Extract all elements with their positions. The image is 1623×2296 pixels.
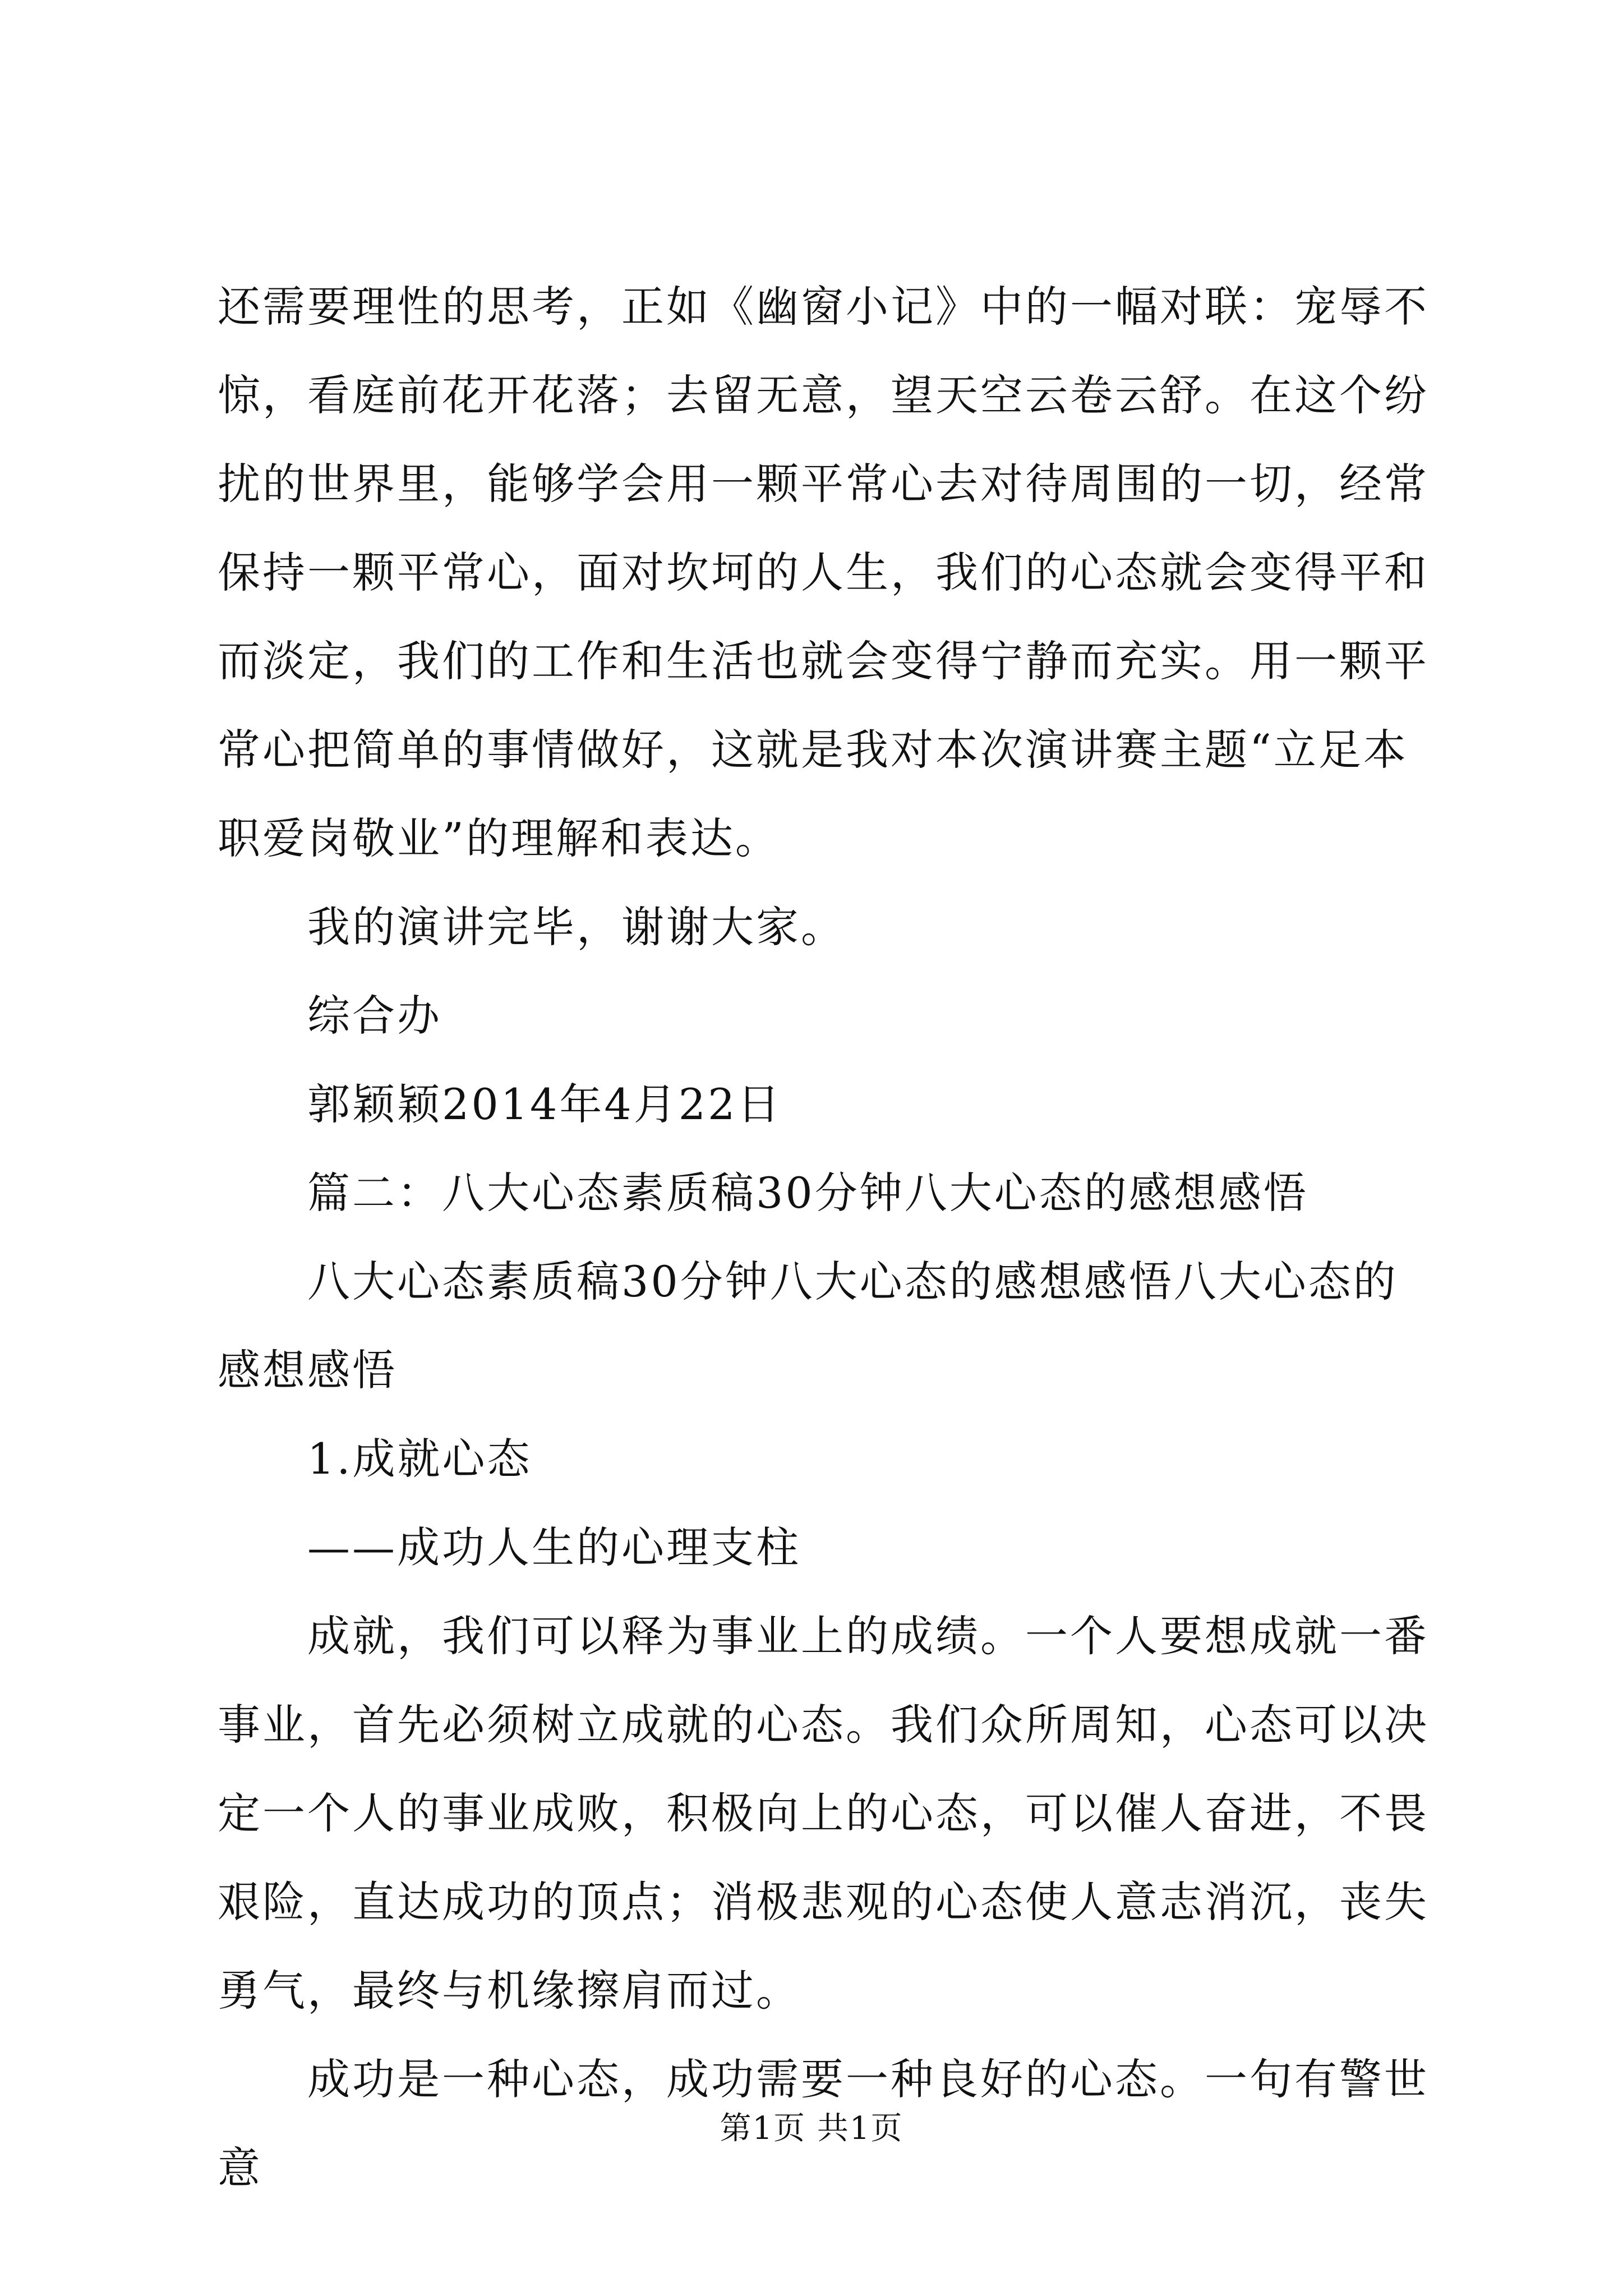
list-heading: 1.成就心态: [307, 1434, 532, 1484]
document-body: [218, 263, 1435, 2212]
list-subheading: ——成功人生的心理支柱: [307, 1522, 801, 1572]
section-subtitle: 八大心态素质稿30分钟八大心态的感想感悟八大心态的感想感悟: [218, 1257, 1398, 1395]
paragraph-body: 成就，我们可以释为事业上的成绩。一个人要想成就一番事业，首先必须树立成就的心态。我们众所周知，心态可以决定一个人的事业成败，积极向上的心态，可以催人奋进，不畏艰险，直达成功的顶点；消极悲观的心态使人意志消沉，丧失勇气，最终与机缘擦肩而过。: [218, 1611, 1429, 2016]
paragraph-body: 成功是一种心态，成功需要一种良好的心态。一句有警世意: [218, 2054, 1429, 2193]
paragraph-department: 综合办: [307, 991, 442, 1041]
paragraph-closing: 我的演讲完毕，谢谢大家。: [307, 902, 846, 952]
paragraph-continued: 还需要理性的思考，正如《幽窗小记》中的一幅对联：宠辱不惊，看庭前花开花落；去留无意，望天空云卷云舒。在这个纷扰的世界里，能够学会用一颗平常心去对待周围的一切，经常保持一颗平常心，面对坎坷的人生，我们的心态就会变得平和而淡定，我们的工作和生活也就会变得宁静而充实。用一颗平常心把简单的事情做好，这就是我对本次演讲赛主题“立足本职爱岗敬业”的理解和表达。: [218, 282, 1429, 863]
page-footer: 第1页 共1页: [720, 2110, 903, 2147]
paragraph-author-date: 郭颖颖2014年4月22日: [307, 1079, 782, 1129]
section-heading: 篇二：八大心态素质稿30分钟八大心态的感想感悟: [307, 1168, 1308, 1218]
